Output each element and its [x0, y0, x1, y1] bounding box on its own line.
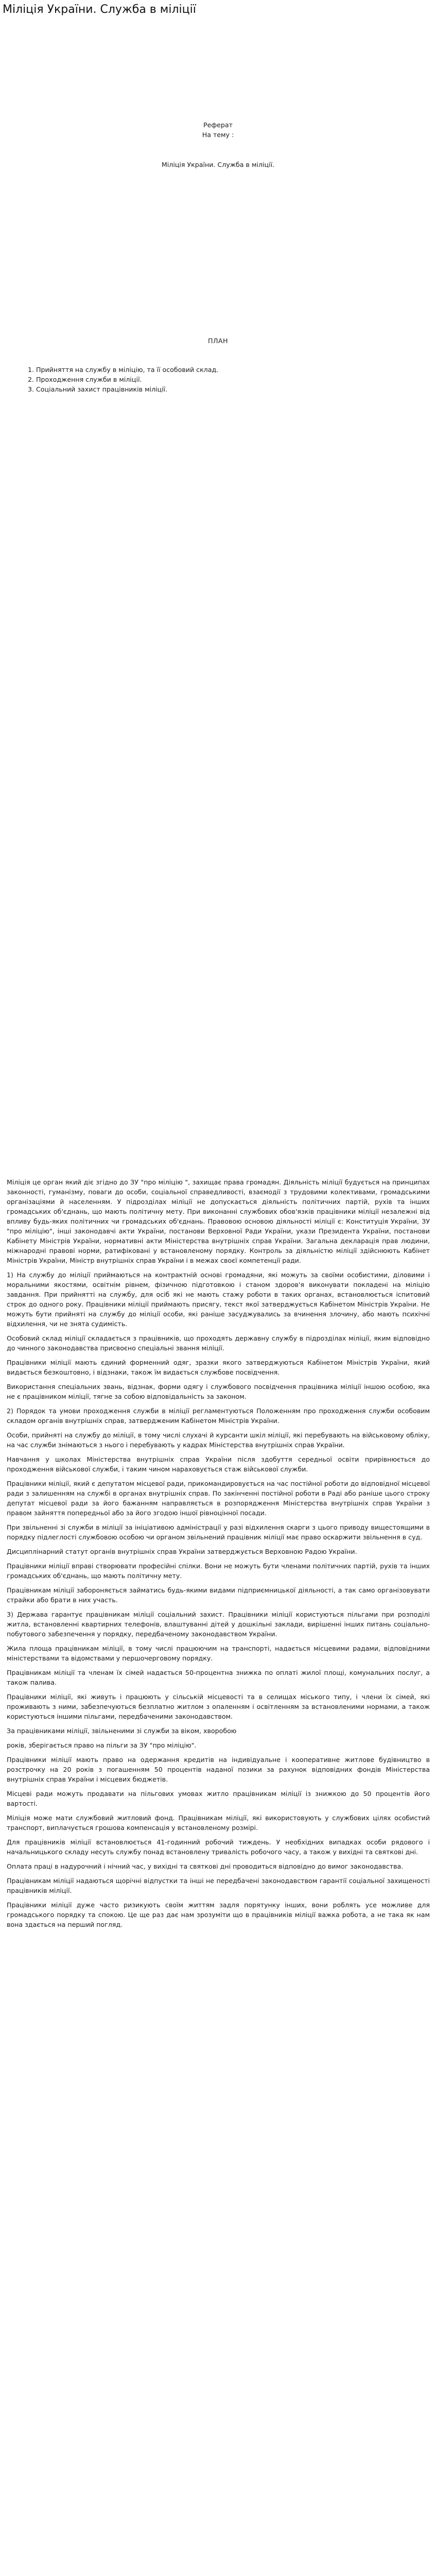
- paragraph: Використання спеціальних звань, відзнак, форми одягу і службового посвідчення працівника міліції іншою особою, яка не є працівником міліції, тягне за собою відповідальність за законом.: [7, 1383, 430, 1400]
- paragraph: Працівникам міліції забороняється займатись будь-якими видами підприємницької діяльності, а так само організовувати страйки або брати в них участь.: [7, 1586, 430, 1604]
- topic-text: Міліція України. Служба в міліції.: [161, 161, 275, 168]
- paragraph: Працівники міліції, які живуть і працюють у сільській місцевості та в селищах міського типу, і члени їх сімей, які проживають з ними, забезпечуються безплатно житлом з опаленням і освітленням за встановленими нормами, а також користуються іншими пільгами, передбаченими законодавством.: [7, 1693, 430, 1720]
- paragraph: Працівникам міліції надаються щорічні відпустки та інші не передбачені законодавством гарантії соціальної захищеності працівників міліції.: [7, 1877, 430, 1894]
- paragraph: Міліція це орган який діє згідно до ЗУ "про міліцію ", захищає права громадян. Діяльність міліції будується на принципах законності, гуманізму, поваги до особи, соціальної справедливості, взаємодії з трудовими колективами, громадськими організаціями й населенням. У підрозділах міліції не допускається діяльність політичних партій, рухів та інших громадських об'єднань, що мають політичну мету. При виконанні службових обов'язків працівники міліції незалежні від впливу будь-яких політичних чи громадських об'єднань. Правовою основою діяльності міліції є: Конституція України, ЗУ "про міліцію", інші законодавчі акти України, постанови Верховної Ради України, укази Президента України, постанови Кабінету Міністрів України, нормативні акти Міністерства внутрішніх справ України. Загальна декларація прав людини, міжнародні правові норми, ратифіковані у встановленому порядку. Контроль за діяльністю міліції здійснюють Кабінет Міністрів України, Міністр внутрішніх справ України і в межах своєї компетенції ради.: [7, 1178, 430, 1264]
- paragraph: Дисциплінарний статут органів внутрішніх справ України затверджується Верховною Радою України.: [7, 1548, 357, 1555]
- paragraph: Працівники міліції вправі створювати професійні спілки. Вони не можуть бути членами політичних партій, рухів та інших громадських об'єднань, що мають політичну мету.: [7, 1562, 430, 1580]
- paragraph: Працівники міліції дуже часто ризикують своїм життям задля порятунку інших, вони роблять усе можливе для громадського порядку та спокою. Це ще раз дає нам зрозуміти що в працівників міліції важка робота, а не така як нам вона здається на перший погляд.: [7, 1901, 430, 1928]
- paragraph: 1) На службу до міліції приймаються на контрактній основі громадяни, які можуть за своїми особистими, діловими і моральними якостями, освітнім рівнем, фізичною підготовкою і станом здоров'я виконувати покладені на міліцію завдання. При прийнятті на службу, для осіб які не мають стажу роботи в таких органах, встановлюється іспитовий строк до одного року. Працівники міліції приймають присягу, текст якої затверджується Кабінетом Міністрів України. Не можуть бути прийняті на службу до міліції особи, які раніше засуджувались за вчинення злочину, або мають психічні відхилення, чи не знята судимість.: [7, 1271, 430, 1328]
- paragraph: Для працівників міліції встановлюється 41-годинний робочий тиждень. У необхідних випадках особи рядового і начальницького складу несуть службу понад встановлену тривалість робочого часу, а також у вихідні та святкові дні.: [7, 1838, 430, 1856]
- paragraph: Особи, прийняті на службу до міліції, в тому числі слухачі й курсанти шкіл міліції, які перебувають на військовому обліку, на час служби знімаються з нього і перебувають у кадрах Міністерства внутрішніх справ України.: [7, 1431, 430, 1449]
- page-title: Міліція України. Служба в міліції: [3, 3, 196, 16]
- paragraph: При звільненні зі служби в міліції за ініціативою адміністрації у разі відхилення скарги з цього приводу вищестоящими в порядку підлеглості службовою особою чи органом звільнений працівник міліції має право оскаржити звільнення в суд.: [7, 1523, 430, 1541]
- plan-item: 1. Прийняття на службу в міліцію, та її особовий склад.: [36, 365, 436, 375]
- paragraph: Працівники міліції мають єдиний форменний одяг, зразки якого затверджуються Кабінетом Міністрів України, який видається безкоштовно, і відзнаки, також їм видається службове посвідчення.: [7, 1359, 430, 1376]
- paragraph: За працівниками міліції, звільненими зі служби за віком, хворобою: [7, 1727, 237, 1735]
- plan-list: [0, 365, 436, 394]
- paragraph: Жила площа працівникам міліції, в тому числі працюючим на транспорті, надається місцевими радами, відповідними міністерствами та відомствами у першочерговому порядку.: [7, 1645, 430, 1662]
- plan-item: 2. Проходження служби в міліції.: [36, 375, 436, 384]
- cover-block: [0, 120, 436, 170]
- paragraph: Працівникам міліції та членам їх сімей надається 50-процентна знижка по оплаті жилої площі, комунальних послуг, а також палива.: [7, 1669, 430, 1686]
- paragraph: 3) Держава гарантує працівникам міліції соціальний захист. Працівники міліції користуються пільгами при розподілі житла, встановленні квартирних телефонів, влаштуванні дітей у дошкільні заклади, вирішенні інших питань соціально-побутового забезпечення у порядку, передбаченому законодавством України.: [7, 1611, 430, 1638]
- plan-block: [0, 336, 436, 394]
- document-body: [7, 1177, 430, 1934]
- paragraph: років, зберігається право на пільги за ЗУ "про міліцію".: [7, 1741, 197, 1749]
- referat-label: Реферат: [203, 121, 233, 129]
- paragraph: Місцеві ради можуть продавати на пільгових умовах житло працівникам міліції із знижкою до 50 процентів його вартості.: [7, 1790, 430, 1807]
- plan-heading: ПЛАН: [207, 337, 229, 345]
- paragraph: Навчання у школах Міністерства внутрішніх справ України після здобуття середньої освіти прирівнюється до проходження військової служби, і таким чином нараховується стаж військової служби.: [7, 1455, 430, 1473]
- paragraph: 2) Порядок та умови проходження служби в міліції регламентуються Положенням про проходження служби особовим складом органів внутрішніх справ, затвердженим Кабінетом Міністрів України.: [7, 1407, 430, 1425]
- paragraph: Особовий склад міліції складається з працівників, що проходять державну службу в підрозділах міліції, яким відповідно до чинного законодавства присвоєно спеціальні звання міліції.: [7, 1334, 430, 1352]
- plan-item: 3. Соціальний захист працівників міліції.: [36, 384, 436, 394]
- paragraph: Працівники міліції мають право на одержання кредитів на індивідуальне і кооперативне житлове будівництво в розстрочку на 20 років з погашенням 50 процентів наданої позики за рахунок відповідних фондів Міністерства внутрішніх справ України і місцевих бюджетів.: [7, 1756, 430, 1783]
- topic-label: На тему :: [202, 131, 234, 139]
- paragraph: Оплата праці в надурочний і нічний час, у вихідні та святкові дні проводиться відповідно до вимог законодавства.: [7, 1862, 404, 1870]
- paragraph: Працівники міліції, який є депутатом місцевої ради, прикомандировується на час постійної роботи до відповідної місцевої ради з залишенням на службі в органах внутрішніх справ. По закінченні постійної роботи в Раді або раніше цього строку депутат місцевої ради за його бажанням направляється в розпорядження Міністерства внутрішніх справ України з правом зайняття попередньої або за його згодою іншої рівноцінної посади.: [7, 1480, 430, 1517]
- paragraph: Міліція може мати службовий житловий фонд. Працівникам міліції, які використовують у службових цілях особистий транспорт, виплачується грошова компенсація у встановленому розмірі.: [7, 1814, 430, 1832]
